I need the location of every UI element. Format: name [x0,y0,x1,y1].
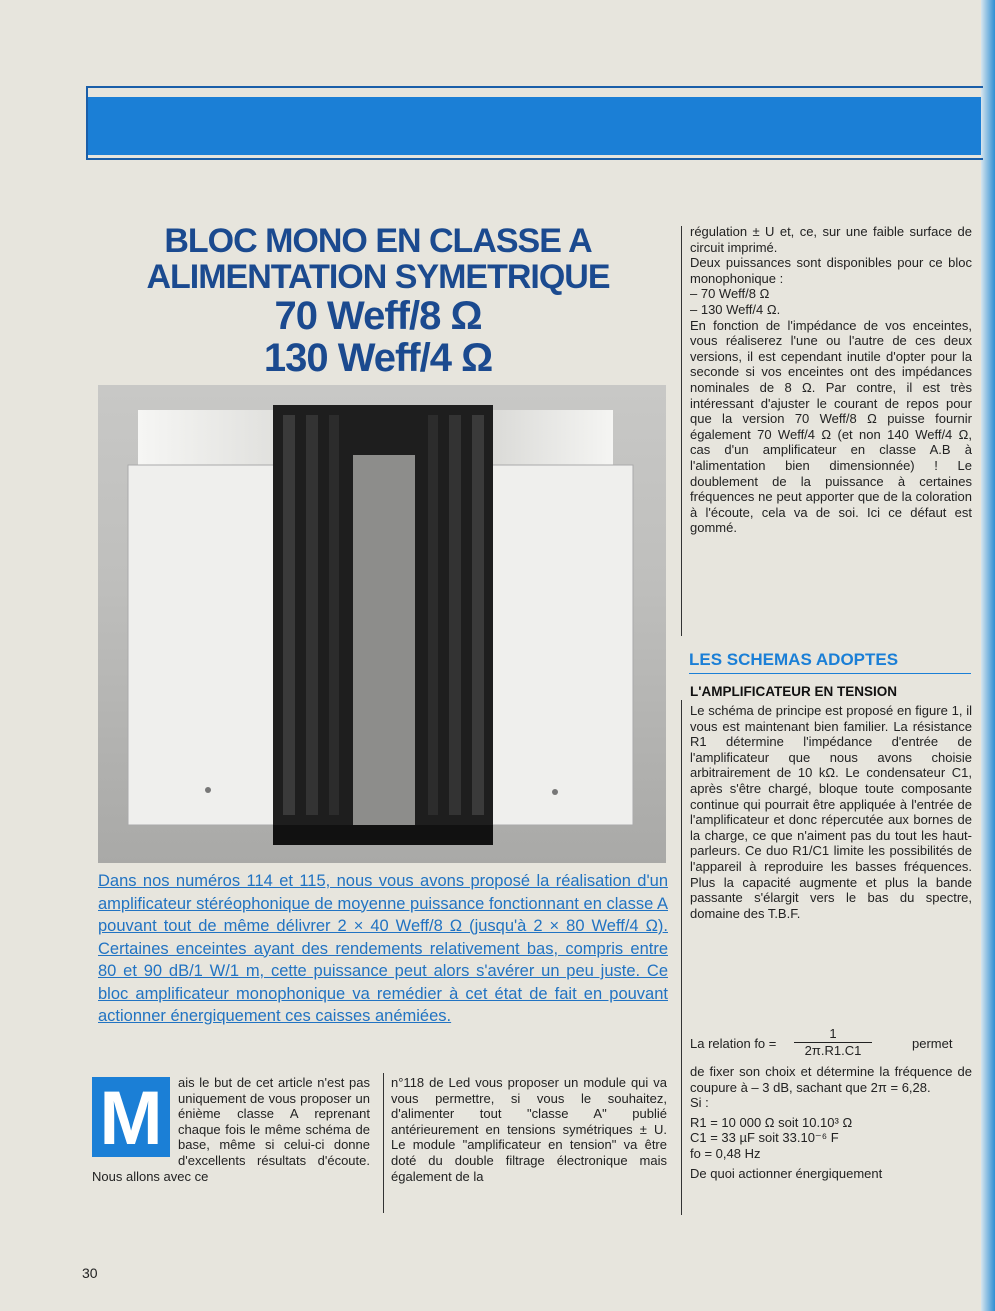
formula-fraction [794,1026,872,1058]
formula-tail: permet [912,1036,953,1051]
body-column-1 [92,1075,370,1184]
body-column-3-bottom [690,1064,972,1181]
col3-p2: Deux puissances sont disponibles pour ce bloc monophonique : [690,255,972,286]
col3-p1: régulation ± U et, ce, sur une faible surface de circuit imprimé. [690,224,972,255]
formula-denominator: 2π.R1.C1 [804,1043,862,1058]
col3-c1: C1 = 33 µF soit 33.10⁻⁶ F [690,1130,839,1146]
body-column-3-top [690,224,972,536]
col1-text: ais le but de cet article n'est pas uniquement de vous proposer un énième classe A reprenant chaque fois le même schéma de base, même si celui-ci donne d'excellents résultats d'écoute. Nous allons avec ce [92,1075,370,1184]
col3-p5: En fonction de l'impédance de vos enceintes, vous réaliserez l'une ou l'autre de ces deux versions, il est cependant inutile d'opter pour la seconde si vos enceintes ont des impédances nominales de 8 Ω. Par contre, il est très intéressant d'ajuster le courant de repos pour que la version 70 Weff/8 Ω puisse fournir également 70 Weff/4 Ω (et non 140 Weff/4 Ω, cas d'un amplificateur en classe A.B à l'alimentation bien dimensionnée) ! Le doublement de la puissance à certaines fréquences ne peut apporter que de la coloration à l'écoute, cela va de soi. Ici ce défaut est gommé. [690,317,972,536]
column-divider [681,226,682,636]
drop-cap: M [92,1077,170,1157]
col3-p3: – 70 Weff/8 Ω [690,286,770,302]
formula-lead: La relation fo = [690,1036,777,1051]
page-edge [981,0,995,1311]
col2-text: n°118 de Led vous proposer un module qui va vous permettre, si vous le souhaitez, d'alimenter tout "classe A" publié antérieurement en tensions symétriques ± U. Le module "amplificateur en tension" va être doté du double filtrage électronique mais également de la [391,1075,667,1184]
title-line-4: 130 Weff/4 Ω [263,336,493,381]
header-band [88,97,981,155]
article-title [108,224,648,379]
title-line-2: ALIMENTATION SYMETRIQUE [146,257,610,296]
body-column-3-mid [690,703,972,921]
amplifier-illustration [98,385,666,863]
page-number: 30 [82,1265,98,1281]
amplifier-photo [98,385,666,863]
col3-p6: Le schéma de principe est proposé en figure 1, il vous est maintenant bien familier. La résistance R1 détermine l'impédance d'entrée de l'amplificateur que nous avons choisie arbitrairement de 10 kΩ. Le condensateur C1, après s'être chargé, bloque toute composante continue qui pourrait être appliquée à l'entrée de l'amplificateur et donc répercutée aux bornes de la charge, ce que n'aiment pas du tout les haut-parleurs. Ce duo R1/C1 limite les possibilités de l'appareil à reproduire les basses fréquences. Plus la capacité augmente et plus la bande passante s'élargit vers le bas du spectre, domaine des T.B.F. [690,703,972,921]
col3-fo: fo = 0,48 Hz [690,1145,761,1161]
lead-paragraph [98,870,668,1028]
column-divider [681,700,682,1215]
col3-p8: Si : [690,1095,709,1111]
col3-p9: De quoi actionner énergiquement [690,1165,883,1181]
title-line-3: 70 Weff/8 Ω [274,294,482,339]
section-heading: LES SCHEMAS ADOPTES [689,650,971,674]
subsection-heading: L'AMPLIFICATEUR EN TENSION [690,684,897,699]
col3-r1: R1 = 10 000 Ω soit 10.10³ Ω [690,1114,853,1130]
body-column-2 [391,1075,667,1184]
lead-text: Dans nos numéros 114 et 115, nous vous avons proposé la réalisation d'un amplificateur stéréophonique de moyenne puissance fonctionnant en classe A pouvant tout de même délivrer 2 × 40 Weff/8 Ω (jusqu'à 2 × 80 Weff/4 Ω). Certaines enceintes ayant des rendements relativement bas, compris entre 80 et 90 dB/1 W/1 m, cette puissance peut alors s'avérer un peu juste. Ce bloc amplificateur monophonique va remédier à cet état de fait en pouvant actionner énergiquement ces caisses anémiées. [98,872,668,1025]
title-line-1: BLOC MONO EN CLASSE A [164,222,592,260]
col3-p7: de fixer son choix et détermine la fréquence de coupure à – 3 dB, sachant que 2π = 6,28. [690,1064,972,1095]
cutoff-formula [690,1026,972,1060]
column-divider [383,1073,384,1213]
formula-numerator: 1 [794,1026,872,1043]
col3-p4: – 130 Weff/4 Ω. [690,301,781,317]
